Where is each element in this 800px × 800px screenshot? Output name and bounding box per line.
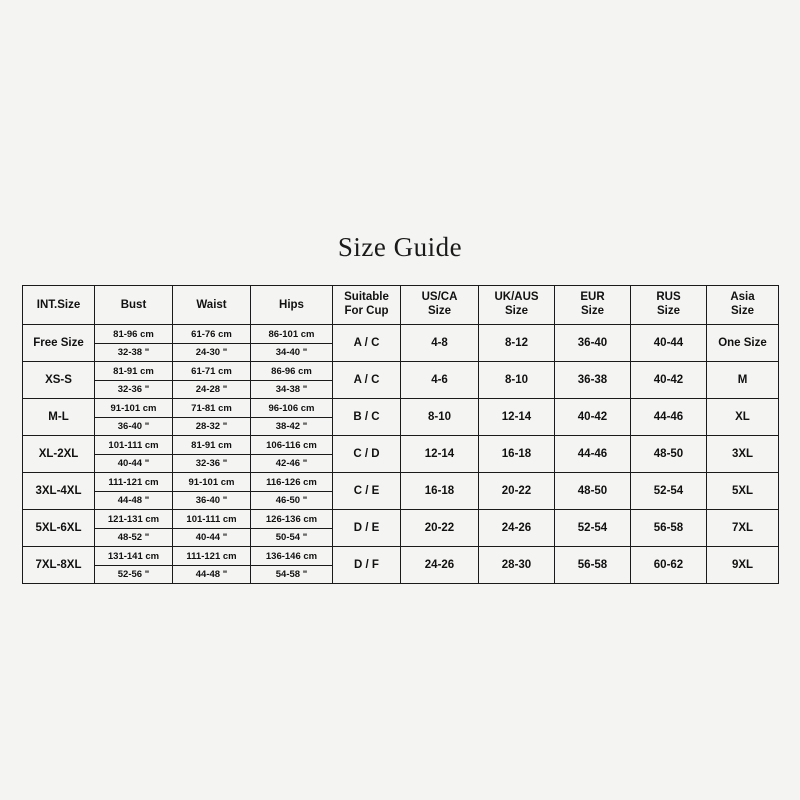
cell-int-size: M-L [23, 399, 95, 436]
cell-hips-in: 54-58 " [275, 568, 308, 580]
cell-eur: 44-46 [555, 436, 631, 473]
cell-waist-in: 44-48 " [195, 568, 228, 580]
cell-waist-in: 36-40 " [195, 494, 228, 506]
page-title: Size Guide [337, 232, 463, 262]
column-header-eur-size-line2: Size [580, 305, 604, 317]
cell-waist-cm: 81-91 cm [173, 437, 250, 455]
cell-bust-cm: 81-96 cm [95, 326, 172, 344]
cell-hips-in: 34-38 " [275, 383, 308, 395]
cell-hips-cm: 136-146 cm [251, 548, 332, 566]
cell-bust [95, 510, 173, 547]
cell-us-ca: 16-18 [401, 473, 479, 510]
table-row [23, 325, 779, 362]
column-header-asia-size [707, 286, 779, 325]
cell-asia: 5XL [707, 473, 779, 510]
column-header-suitable-for-cup-line1: Suitable [344, 291, 389, 304]
size-guide-table [22, 285, 779, 584]
cell-bust [95, 436, 173, 473]
column-header-waist: Waist [173, 286, 251, 325]
column-header-us-ca-size-line1: US/CA [421, 291, 458, 304]
cell-waist [173, 399, 251, 436]
table-header-row [23, 286, 779, 325]
cell-hips [251, 473, 333, 510]
column-header-eur-size-line1: EUR [580, 291, 605, 304]
cell-rus: 44-46 [631, 399, 707, 436]
cell-waist [173, 547, 251, 584]
cell-hips [251, 362, 333, 399]
cell-waist [173, 473, 251, 510]
cell-eur: 40-42 [555, 399, 631, 436]
cell-bust-in: 32-38 " [117, 346, 150, 358]
cell-us-ca: 12-14 [401, 436, 479, 473]
cell-uk-aus: 12-14 [479, 399, 555, 436]
cell-bust-cm: 81-91 cm [95, 363, 172, 381]
cell-eur: 56-58 [555, 547, 631, 584]
cell-waist-in: 24-28 " [195, 383, 228, 395]
cell-cup: B / C [333, 399, 401, 436]
size-guide-table-wrapper [22, 285, 778, 584]
column-header-uk-aus-size [479, 286, 555, 325]
cell-cup: C / E [333, 473, 401, 510]
cell-uk-aus: 28-30 [479, 547, 555, 584]
cell-bust-in: 36-40 " [117, 420, 150, 432]
cell-hips [251, 436, 333, 473]
cell-rus: 52-54 [631, 473, 707, 510]
cell-hips [251, 510, 333, 547]
cell-rus: 60-62 [631, 547, 707, 584]
column-header-bust: Bust [95, 286, 173, 325]
cell-waist [173, 362, 251, 399]
cell-int-size: XL-2XL [23, 436, 95, 473]
cell-waist-cm: 111-121 cm [173, 548, 250, 566]
cell-int-size: 5XL-6XL [23, 510, 95, 547]
cell-int-size: XS-S [23, 362, 95, 399]
cell-bust-in: 52-56 " [117, 568, 150, 580]
column-header-eur-size [555, 286, 631, 325]
cell-waist-cm: 91-101 cm [173, 474, 250, 492]
column-header-asia-size-line2: Size [730, 305, 754, 317]
cell-us-ca: 8-10 [401, 399, 479, 436]
cell-bust-in: 32-36 " [117, 383, 150, 395]
table-row [23, 547, 779, 584]
cell-uk-aus: 16-18 [479, 436, 555, 473]
cell-hips [251, 399, 333, 436]
cell-int-size: Free Size [23, 325, 95, 362]
cell-cup: A / C [333, 362, 401, 399]
table-row [23, 436, 779, 473]
cell-bust-cm: 121-131 cm [95, 511, 172, 529]
cell-us-ca: 4-6 [401, 362, 479, 399]
cell-hips-in: 50-54 " [275, 531, 308, 543]
column-header-rus-size-line1: RUS [656, 291, 681, 304]
column-header-rus-size [631, 286, 707, 325]
cell-uk-aus: 24-26 [479, 510, 555, 547]
cell-bust-in: 40-44 " [117, 457, 150, 469]
column-header-us-ca-size-line2: Size [427, 305, 451, 317]
cell-cup: D / F [333, 547, 401, 584]
cell-waist [173, 436, 251, 473]
column-header-uk-aus-size-line1: UK/AUS [494, 291, 539, 304]
cell-bust-in: 44-48 " [117, 494, 150, 506]
column-header-asia-size-line1: Asia [730, 291, 755, 304]
cell-cup: C / D [333, 436, 401, 473]
cell-asia: 3XL [707, 436, 779, 473]
cell-uk-aus: 20-22 [479, 473, 555, 510]
cell-bust [95, 399, 173, 436]
cell-int-size: 7XL-8XL [23, 547, 95, 584]
cell-asia: M [707, 362, 779, 399]
cell-us-ca: 20-22 [401, 510, 479, 547]
table-row [23, 473, 779, 510]
cell-hips-cm: 86-101 cm [251, 326, 332, 344]
table-row [23, 399, 779, 436]
cell-asia: 7XL [707, 510, 779, 547]
cell-eur: 48-50 [555, 473, 631, 510]
cell-hips [251, 547, 333, 584]
cell-rus: 56-58 [631, 510, 707, 547]
cell-cup: A / C [333, 325, 401, 362]
cell-waist-in: 24-30 " [195, 346, 228, 358]
cell-uk-aus: 8-10 [479, 362, 555, 399]
column-header-int-size: INT.Size [23, 286, 95, 325]
cell-asia: 9XL [707, 547, 779, 584]
cell-eur: 52-54 [555, 510, 631, 547]
cell-waist [173, 325, 251, 362]
cell-hips-cm: 116-126 cm [251, 474, 332, 492]
table-row [23, 362, 779, 399]
cell-rus: 40-44 [631, 325, 707, 362]
cell-bust [95, 473, 173, 510]
column-header-uk-aus-size-line2: Size [504, 305, 528, 317]
cell-hips-in: 38-42 " [275, 420, 308, 432]
cell-hips-in: 34-40 " [275, 346, 308, 358]
column-header-suitable-for-cup-line2: For Cup [344, 305, 389, 317]
column-header-us-ca-size [401, 286, 479, 325]
cell-bust-cm: 131-141 cm [95, 548, 172, 566]
cell-bust-in: 48-52 " [117, 531, 150, 543]
cell-eur: 36-38 [555, 362, 631, 399]
cell-hips-cm: 96-106 cm [251, 400, 332, 418]
cell-rus: 40-42 [631, 362, 707, 399]
cell-bust-cm: 91-101 cm [95, 400, 172, 418]
table-row [23, 510, 779, 547]
cell-us-ca: 4-8 [401, 325, 479, 362]
cell-bust-cm: 101-111 cm [95, 437, 172, 455]
cell-hips-in: 46-50 " [275, 494, 308, 506]
cell-hips-cm: 106-116 cm [251, 437, 332, 455]
cell-waist-cm: 101-111 cm [173, 511, 250, 529]
cell-hips [251, 325, 333, 362]
cell-eur: 36-40 [555, 325, 631, 362]
cell-int-size: 3XL-4XL [23, 473, 95, 510]
cell-waist-in: 32-36 " [195, 457, 228, 469]
cell-uk-aus: 8-12 [479, 325, 555, 362]
cell-cup: D / E [333, 510, 401, 547]
cell-waist-in: 40-44 " [195, 531, 228, 543]
cell-bust-cm: 111-121 cm [95, 474, 172, 492]
cell-waist-cm: 61-71 cm [173, 363, 250, 381]
cell-hips-in: 42-46 " [275, 457, 308, 469]
cell-bust [95, 547, 173, 584]
cell-waist [173, 510, 251, 547]
column-header-rus-size-line2: Size [656, 305, 680, 317]
cell-waist-cm: 71-81 cm [173, 400, 250, 418]
cell-asia: One Size [707, 325, 779, 362]
cell-waist-in: 28-32 " [195, 420, 228, 432]
column-header-suitable-for-cup [333, 286, 401, 325]
cell-asia: XL [707, 399, 779, 436]
cell-bust [95, 362, 173, 399]
cell-waist-cm: 61-76 cm [173, 326, 250, 344]
cell-hips-cm: 86-96 cm [251, 363, 332, 381]
cell-us-ca: 24-26 [401, 547, 479, 584]
column-header-hips: Hips [251, 286, 333, 325]
cell-rus: 48-50 [631, 436, 707, 473]
cell-hips-cm: 126-136 cm [251, 511, 332, 529]
cell-bust [95, 325, 173, 362]
